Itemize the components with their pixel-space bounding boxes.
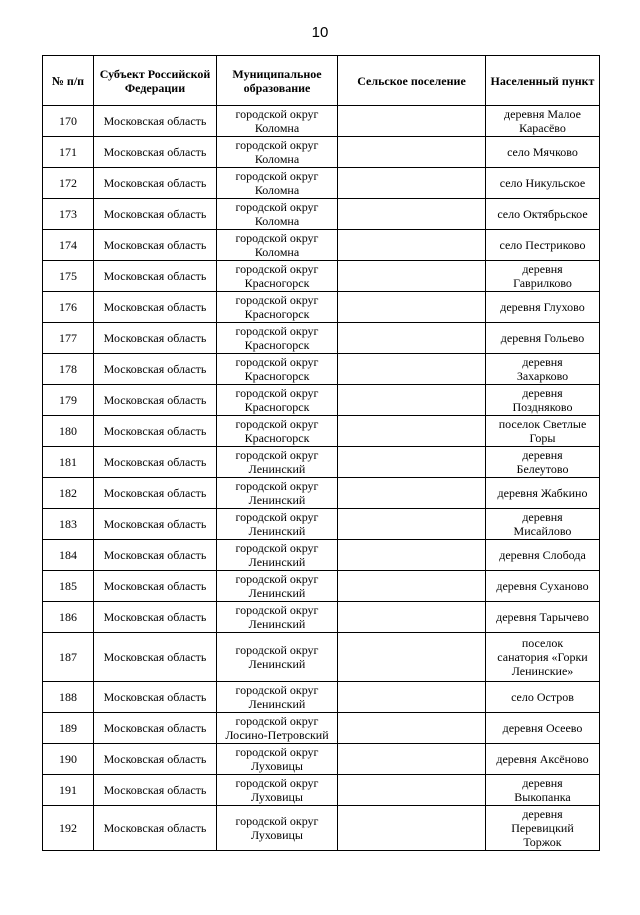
cell-rural: [338, 106, 486, 137]
cell-rural: [338, 168, 486, 199]
cell-settlement: деревня Поздняково: [486, 385, 600, 416]
cell-district: городской округ Ленинский: [217, 633, 338, 682]
table-row: [43, 292, 600, 323]
settlements-table: [42, 55, 600, 851]
table-row: [43, 385, 600, 416]
header-rural: Сельское поселение: [338, 56, 486, 106]
cell-rural: [338, 416, 486, 447]
cell-settlement: деревня Слобода: [486, 540, 600, 571]
cell-num: 177: [43, 323, 94, 354]
cell-subject: Московская область: [94, 230, 217, 261]
cell-subject: Московская область: [94, 323, 217, 354]
cell-subject: Московская область: [94, 199, 217, 230]
cell-district: городской округ Коломна: [217, 230, 338, 261]
cell-subject: Московская область: [94, 447, 217, 478]
page-number: 10: [311, 24, 329, 41]
cell-rural: [338, 199, 486, 230]
header-municipality: Муниципальное образование: [217, 56, 338, 106]
cell-subject: Московская область: [94, 775, 217, 806]
cell-rural: [338, 509, 486, 540]
cell-subject: Московская область: [94, 137, 217, 168]
cell-num: 173: [43, 199, 94, 230]
cell-rural: [338, 806, 486, 851]
cell-num: 170: [43, 106, 94, 137]
cell-num: 189: [43, 713, 94, 744]
cell-num: 183: [43, 509, 94, 540]
cell-district: городской округ Красногорск: [217, 261, 338, 292]
cell-rural: [338, 744, 486, 775]
cell-num: 172: [43, 168, 94, 199]
cell-district: городской округ Луховицы: [217, 744, 338, 775]
table-row: [43, 602, 600, 633]
cell-num: 174: [43, 230, 94, 261]
cell-district: городской округ Красногорск: [217, 323, 338, 354]
cell-settlement: деревня Тарычево: [486, 602, 600, 633]
cell-district: городской округ Луховицы: [217, 806, 338, 851]
cell-subject: Московская область: [94, 292, 217, 323]
table-row: [43, 137, 600, 168]
cell-district: городской округ Ленинский: [217, 571, 338, 602]
cell-settlement: деревня Глухово: [486, 292, 600, 323]
cell-district: городской округ Ленинский: [217, 447, 338, 478]
table-body: [43, 106, 600, 851]
cell-rural: [338, 633, 486, 682]
table-row: [43, 775, 600, 806]
table-row: [43, 354, 600, 385]
cell-num: 191: [43, 775, 94, 806]
cell-settlement: деревня Гаврилково: [486, 261, 600, 292]
cell-settlement: деревня Малое Карасёво: [486, 106, 600, 137]
cell-subject: Московская область: [94, 540, 217, 571]
table-row: [43, 633, 600, 682]
table-row: [43, 168, 600, 199]
cell-rural: [338, 682, 486, 713]
header-subject: Субъект Российской Федерации: [94, 56, 217, 106]
cell-rural: [338, 292, 486, 323]
cell-district: городской округ Ленинский: [217, 540, 338, 571]
table-row: [43, 478, 600, 509]
cell-num: 180: [43, 416, 94, 447]
table-row: [43, 106, 600, 137]
cell-num: 175: [43, 261, 94, 292]
cell-settlement: деревня Белеутово: [486, 447, 600, 478]
cell-settlement: деревня Мисайлово: [486, 509, 600, 540]
cell-num: 190: [43, 744, 94, 775]
cell-subject: Московская область: [94, 744, 217, 775]
cell-subject: Московская область: [94, 713, 217, 744]
cell-subject: Московская область: [94, 168, 217, 199]
cell-rural: [338, 713, 486, 744]
cell-subject: Московская область: [94, 385, 217, 416]
cell-settlement: поселок Светлые Горы: [486, 416, 600, 447]
table-row: [43, 571, 600, 602]
cell-settlement: деревня Жабкино: [486, 478, 600, 509]
cell-district: городской округ Ленинский: [217, 602, 338, 633]
cell-district: городской округ Красногорск: [217, 292, 338, 323]
table-row: [43, 447, 600, 478]
cell-rural: [338, 354, 486, 385]
cell-district: городской округ Ленинский: [217, 478, 338, 509]
cell-subject: Московская область: [94, 602, 217, 633]
cell-settlement: деревня Осеево: [486, 713, 600, 744]
cell-subject: Московская область: [94, 261, 217, 292]
cell-num: 192: [43, 806, 94, 851]
table-header-row: [43, 56, 600, 106]
cell-district: городской округ Лосино-Петровский: [217, 713, 338, 744]
cell-settlement: деревня Захарково: [486, 354, 600, 385]
cell-district: городской округ Коломна: [217, 199, 338, 230]
cell-subject: Московская область: [94, 478, 217, 509]
table-row: [43, 713, 600, 744]
cell-district: городской округ Луховицы: [217, 775, 338, 806]
header-num: № п/п: [43, 56, 94, 106]
cell-num: 181: [43, 447, 94, 478]
cell-subject: Московская область: [94, 106, 217, 137]
cell-district: городской округ Коломна: [217, 137, 338, 168]
cell-settlement: село Остров: [486, 682, 600, 713]
cell-district: городской округ Красногорск: [217, 385, 338, 416]
cell-settlement: село Мячково: [486, 137, 600, 168]
cell-num: 178: [43, 354, 94, 385]
cell-rural: [338, 775, 486, 806]
cell-rural: [338, 478, 486, 509]
cell-subject: Московская область: [94, 509, 217, 540]
cell-district: городской округ Ленинский: [217, 682, 338, 713]
table-row: [43, 509, 600, 540]
cell-rural: [338, 447, 486, 478]
cell-rural: [338, 230, 486, 261]
cell-num: 171: [43, 137, 94, 168]
cell-settlement: деревня Перевицкий Торжок: [486, 806, 600, 851]
header-settlement: Населенный пункт: [486, 56, 600, 106]
cell-num: 182: [43, 478, 94, 509]
cell-rural: [338, 261, 486, 292]
table-row: [43, 744, 600, 775]
table-row: [43, 323, 600, 354]
cell-subject: Московская область: [94, 682, 217, 713]
cell-settlement: поселок санатория «Горки Ленинские»: [486, 633, 600, 682]
cell-subject: Московская область: [94, 633, 217, 682]
cell-rural: [338, 540, 486, 571]
cell-num: 187: [43, 633, 94, 682]
cell-settlement: деревня Выкопанка: [486, 775, 600, 806]
table-row: [43, 199, 600, 230]
cell-num: 185: [43, 571, 94, 602]
table-row: [43, 682, 600, 713]
cell-settlement: деревня Суханово: [486, 571, 600, 602]
cell-settlement: деревня Гольево: [486, 323, 600, 354]
cell-settlement: село Никульское: [486, 168, 600, 199]
cell-subject: Московская область: [94, 416, 217, 447]
cell-num: 184: [43, 540, 94, 571]
table-row: [43, 806, 600, 851]
cell-subject: Московская область: [94, 354, 217, 385]
table-row: [43, 540, 600, 571]
table-row: [43, 416, 600, 447]
table-row: [43, 230, 600, 261]
cell-rural: [338, 385, 486, 416]
cell-district: городской округ Коломна: [217, 168, 338, 199]
table-row: [43, 261, 600, 292]
cell-num: 188: [43, 682, 94, 713]
cell-settlement: деревня Аксёново: [486, 744, 600, 775]
cell-rural: [338, 571, 486, 602]
cell-rural: [338, 602, 486, 633]
cell-settlement: село Октябрьское: [486, 199, 600, 230]
cell-num: 186: [43, 602, 94, 633]
cell-district: городской округ Коломна: [217, 106, 338, 137]
cell-district: городской округ Ленинский: [217, 509, 338, 540]
cell-subject: Московская область: [94, 806, 217, 851]
cell-rural: [338, 137, 486, 168]
cell-rural: [338, 323, 486, 354]
cell-subject: Московская область: [94, 571, 217, 602]
cell-settlement: село Пестриково: [486, 230, 600, 261]
cell-num: 176: [43, 292, 94, 323]
cell-district: городской округ Красногорск: [217, 416, 338, 447]
cell-num: 179: [43, 385, 94, 416]
cell-district: городской округ Красногорск: [217, 354, 338, 385]
